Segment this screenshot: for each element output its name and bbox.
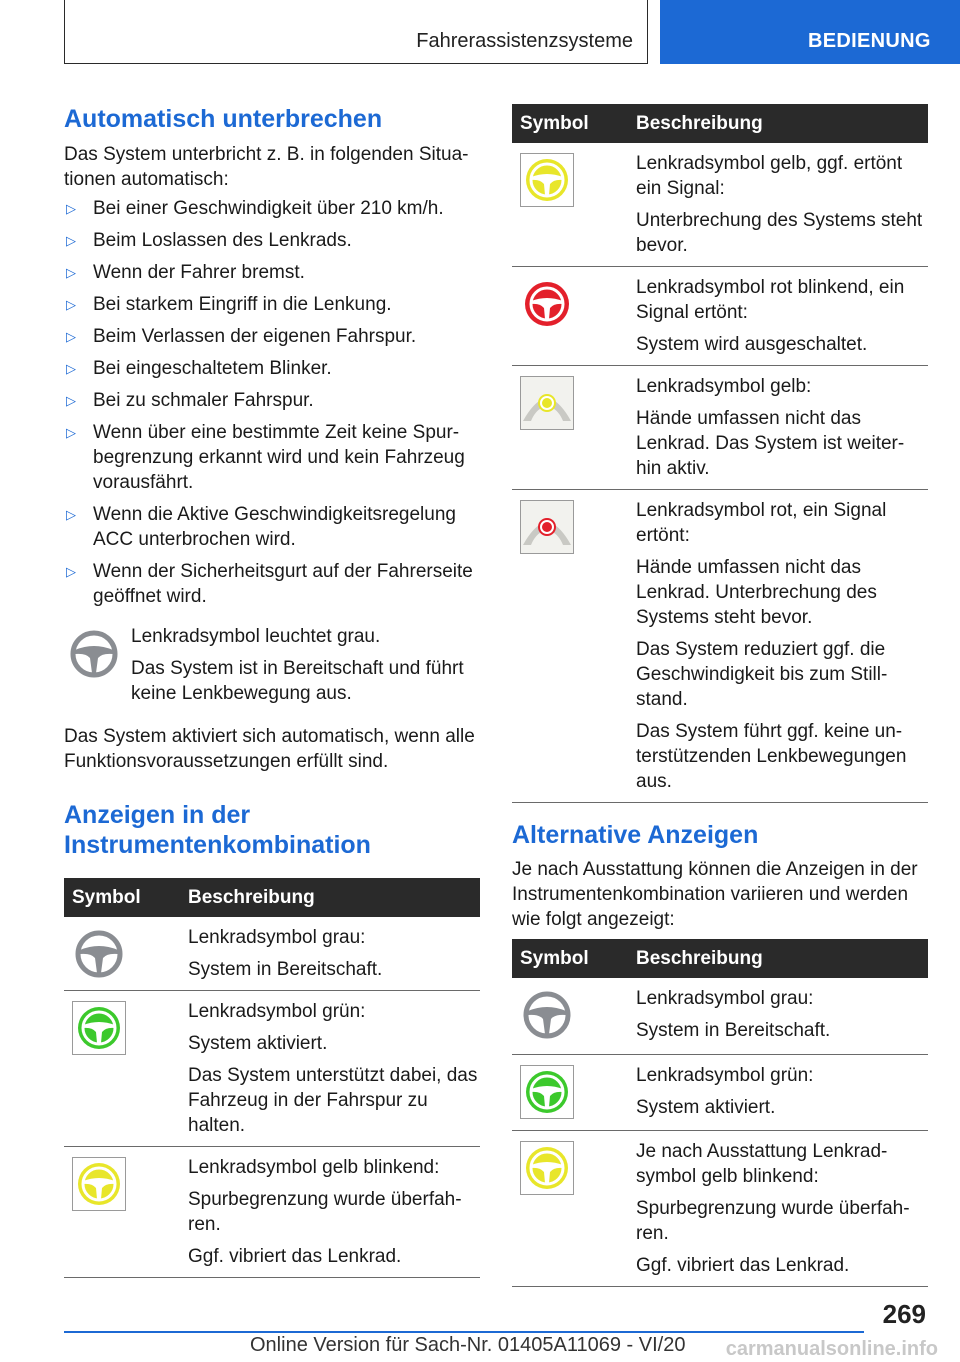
description-line: System in Bereitschaft. <box>188 959 383 980</box>
description-line: System aktiviert. <box>636 1096 776 1118</box>
steering-wheel-grey-icon <box>72 927 126 981</box>
steering-wheel-yellow-icon <box>72 1157 126 1211</box>
steering-wheel-red-icon <box>520 277 574 331</box>
description-line: System wird ausgeschaltet. <box>636 334 868 355</box>
description-line: Lenkradsymbol rot, ein Signal ertönt: <box>636 500 887 546</box>
table-row <box>512 978 928 1054</box>
description-line: Spurbegrenzung wurde überfah- ren. <box>636 1197 910 1244</box>
list-item: ▷ Bei einer Geschwindigkeit über 210 km/h. <box>66 198 444 219</box>
list-item: ▷ Beim Loslassen des Lenkrads. <box>66 230 352 251</box>
footer-divider <box>64 1331 864 1333</box>
table-header-symbol: Symbol <box>64 878 178 917</box>
list-item: ▷ Wenn der Fahrer bremst. <box>66 262 305 283</box>
table-header-symbol: Symbol <box>512 939 626 978</box>
note-line-1: Lenkradsymbol leuchtet grau. <box>131 626 381 647</box>
auto-activation-paragraph: Das System aktiviert sich automatisch, wenn alle Funktionsvoraussetzungen erfüllt sind. <box>64 726 475 772</box>
table-row <box>512 1054 928 1130</box>
triangle-bullet-icon: ▷ <box>66 233 76 248</box>
note-line-2: Das System ist in Bereitschaft und führt keine Lenkbewegung aus. <box>131 658 464 704</box>
table-row <box>512 267 928 366</box>
triangle-bullet-icon: ▷ <box>66 564 76 579</box>
description-line: Unterbrechung des Systems steht bevor. <box>636 210 923 256</box>
description-line: Lenkradsymbol grau: <box>636 988 814 1009</box>
header-chapter-title: BEDIENUNG <box>808 30 931 52</box>
list-item: ▷ Wenn der Sicherheitsgurt auf der Fahrerseite geöffnet wird. <box>66 561 473 607</box>
intro-paragraph: Das System unterbricht z. B. in folgenden Situa- tionen automatisch: <box>64 144 469 190</box>
description-line: Je nach Ausstattung Lenkrad- symbol gelb blinkend: <box>636 1140 888 1187</box>
list-item: ▷ Wenn über eine bestimmte Zeit keine Spur- begrenzung erkannt wird und kein Fahrzeug vorausfährt. <box>66 422 465 493</box>
table-row <box>64 1147 480 1278</box>
triangle-bullet-icon: ▷ <box>66 297 76 312</box>
list-item: ▷ Bei eingeschaltetem Blinker. <box>66 358 332 379</box>
description-line: Lenkradsymbol gelb: <box>636 376 812 397</box>
list-item: ▷ Bei zu schmaler Fahrspur. <box>66 390 314 411</box>
hands-on-wheel-red-icon <box>520 500 574 554</box>
table-header-row <box>64 878 480 917</box>
alternative-intro-paragraph: Je nach Ausstattung können die Anzeigen in der Instrumentenkombination variieren und werden wie folgt angezeigt: <box>512 859 918 930</box>
description-line: Lenkradsymbol grün: <box>188 1001 366 1022</box>
triangle-bullet-icon: ▷ <box>66 265 76 280</box>
indicator-table-continued <box>512 104 928 803</box>
table-row <box>512 490 928 803</box>
header-chapter-tab <box>660 0 960 64</box>
alternative-indicator-table <box>512 939 928 1287</box>
steering-wheel-green-icon <box>72 1001 126 1055</box>
description-line: System aktiviert. <box>188 1033 328 1054</box>
table-header-symbol: Symbol <box>512 104 626 143</box>
table-header-description: Beschreibung <box>178 878 480 917</box>
description-line: Ggf. vibriert das Lenkrad. <box>636 1254 850 1276</box>
steering-wheel-grey-icon <box>68 628 120 680</box>
table-header-row <box>512 939 928 978</box>
table-row <box>512 143 928 267</box>
interruption-list <box>64 196 480 616</box>
triangle-bullet-icon: ▷ <box>66 425 76 440</box>
triangle-bullet-icon: ▷ <box>66 393 76 408</box>
table-row <box>512 1130 928 1286</box>
heading-anzeigen: Anzeigen in der Instrumentenkombination <box>64 801 371 859</box>
steering-wheel-yellow-icon <box>520 153 574 207</box>
triangle-bullet-icon: ▷ <box>66 329 76 344</box>
triangle-bullet-icon: ▷ <box>66 201 76 216</box>
table-row <box>64 991 480 1147</box>
description-line: Spurbegrenzung wurde überfah- ren. <box>188 1189 462 1235</box>
list-item: ▷ Wenn die Aktive Geschwindigkeitsregelung ACC unterbrochen wird. <box>66 504 456 550</box>
steering-wheel-grey-icon <box>520 988 574 1042</box>
table-row <box>512 366 928 490</box>
hands-on-wheel-yellow-icon <box>520 376 574 430</box>
description-line: Das System führt ggf. keine un- terstützenden Lenkbewegungen aus. <box>636 721 907 792</box>
description-line: Hände umfassen nicht das Lenkrad. Unterbrechung des Systems steht bevor. <box>636 557 877 628</box>
table-header-description: Beschreibung <box>626 104 928 143</box>
list-item: ▷ Beim Verlassen der eigenen Fahrspur. <box>66 326 417 347</box>
triangle-bullet-icon: ▷ <box>66 507 76 522</box>
steering-wheel-yellow-icon <box>520 1141 574 1195</box>
description-line: Lenkradsymbol gelb blinkend: <box>188 1157 440 1178</box>
heading-alternative-anzeigen: Alternative Anzeigen <box>512 821 759 849</box>
description-line: Lenkradsymbol gelb, ggf. ertönt ein Signal: <box>636 153 903 199</box>
page-number: 269 <box>882 1299 926 1329</box>
header-section-box <box>64 0 648 64</box>
triangle-bullet-icon: ▷ <box>66 361 76 376</box>
description-line: Ggf. vibriert das Lenkrad. <box>188 1246 402 1267</box>
header-section-title: Fahrerassistenzsysteme <box>416 30 633 52</box>
list-item: ▷ Bei starkem Eingriff in die Lenkung. <box>66 294 392 315</box>
watermark: carmanualsonline.info <box>725 1338 938 1360</box>
table-row <box>64 917 480 991</box>
footer-version-text: Online Version für Sach-Nr. 01405A11069 - VI/20 <box>250 1334 686 1356</box>
description-line: Lenkradsymbol rot blinkend, ein Signal ertönt: <box>636 277 905 323</box>
description-line: Lenkradsymbol grün: <box>636 1064 814 1086</box>
description-line: Lenkradsymbol grau: <box>188 927 366 948</box>
table-header-row <box>512 104 928 143</box>
heading-automatisch-unterbrechen: Automatisch unterbrechen <box>64 105 383 133</box>
indicator-table <box>64 878 480 1278</box>
steering-wheel-green-icon <box>520 1065 574 1119</box>
description-line: Das System unterstützt dabei, das Fahrzeug in der Fahrspur zu halten. <box>188 1065 478 1136</box>
description-line: Das System reduziert ggf. die Geschwindigkeit bis zum Still- stand. <box>636 639 888 710</box>
description-line: System in Bereitschaft. <box>636 1020 831 1041</box>
description-line: Hände umfassen nicht das Lenkrad. Das System ist weiter- hin aktiv. <box>636 408 905 479</box>
table-header-description: Beschreibung <box>626 939 928 978</box>
